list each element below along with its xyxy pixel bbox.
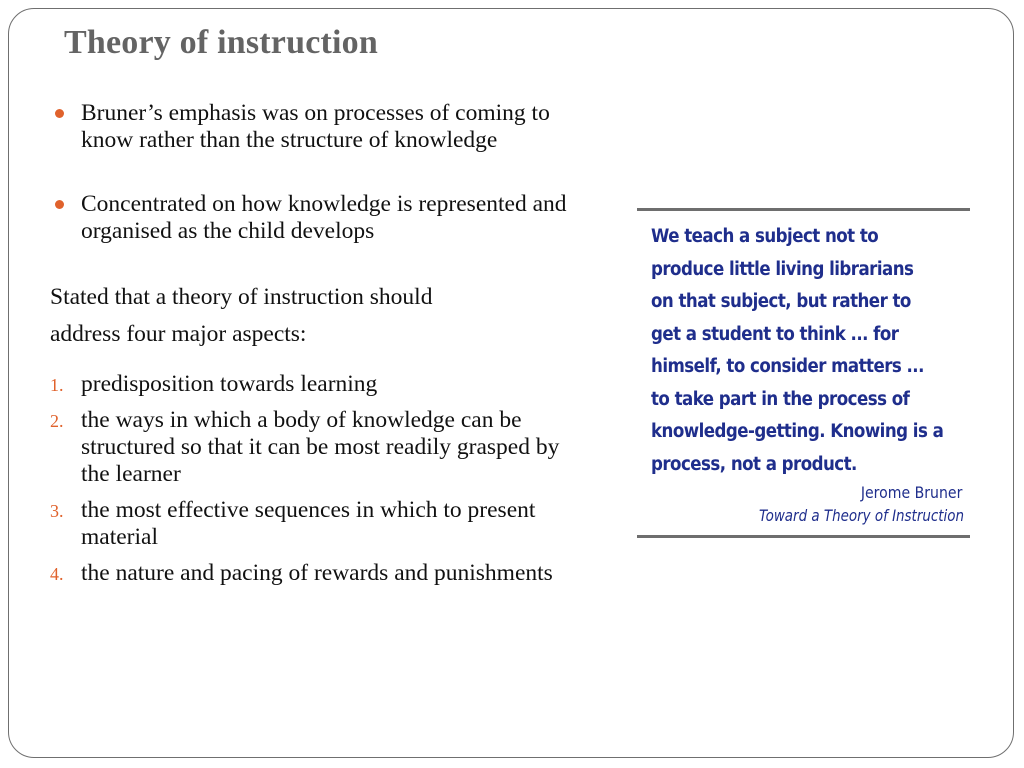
bullet-text: Concentrated on how knowledge is represented and organised as the child develops (81, 191, 567, 244)
bullet-item (50, 100, 590, 154)
quote-line: himself, to consider matters ... (651, 356, 924, 377)
item-number: 2. (50, 411, 64, 431)
bullet-item (50, 191, 590, 245)
quote-line: get a student to think ... for (651, 323, 899, 345)
item-number: 1. (50, 375, 64, 395)
numbered-item (50, 560, 590, 587)
quote-line: process, not a product. (651, 453, 857, 475)
quote-text (651, 221, 944, 481)
quote-line: on that subject, but rather to (651, 291, 911, 312)
item-text: the ways in which a body of knowledge can be structured so that it can be most readily grasped by the learner (81, 407, 560, 487)
quote-line: knowledge-getting. Knowing is a (651, 421, 944, 442)
quote-line: to take part in the process of (651, 388, 910, 410)
bullet-dot-icon (55, 200, 64, 209)
quote-line: We teach a subject not to (651, 226, 879, 247)
item-number: 4. (50, 564, 64, 584)
slide-content (50, 100, 590, 596)
intro-line-1: Stated that a theory of instruction should (50, 284, 433, 310)
item-text: predisposition towards learning (81, 371, 378, 397)
numbered-item (50, 497, 590, 551)
item-text: the most effective sequences in which to present material (81, 497, 536, 550)
numbered-item (50, 407, 590, 488)
quote-image (637, 208, 970, 538)
quote-line: produce little living librarians (651, 258, 914, 280)
item-number: 3. (50, 501, 64, 521)
bullet-dot-icon (55, 109, 64, 118)
numbered-item (50, 371, 590, 398)
item-text: the nature and pacing of rewards and punishments (81, 560, 553, 586)
bullet-text: Bruner’s emphasis was on processes of coming to know rather than the structure of knowledge (81, 100, 550, 153)
intro-line-2: address four major aspects: (50, 321, 307, 347)
slide-title: Theory of instruction (64, 24, 378, 61)
intro-paragraph (50, 279, 590, 353)
quote-source: Toward a Theory of Instruction (759, 506, 964, 525)
quote-author: Jerome Bruner (860, 483, 962, 502)
